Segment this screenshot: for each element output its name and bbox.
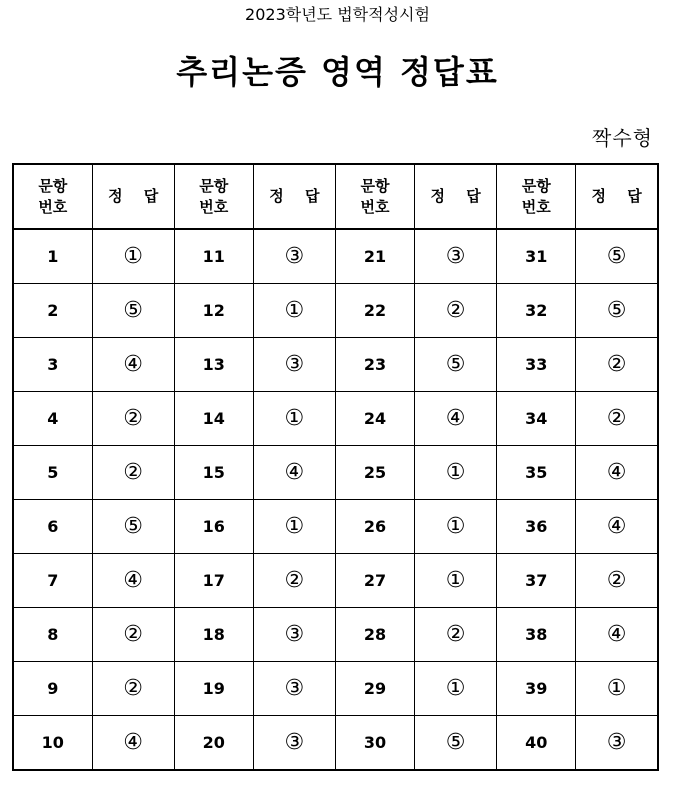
- question-number: 9: [13, 662, 92, 716]
- question-number: 38: [497, 608, 576, 662]
- question-number: 36: [497, 500, 576, 554]
- answer-choice: ①: [415, 662, 497, 716]
- answer-choice: ③: [415, 229, 497, 284]
- header-row: [13, 164, 658, 229]
- question-number: 16: [174, 500, 253, 554]
- question-number: 23: [335, 338, 414, 392]
- header-answer: [576, 164, 658, 229]
- header-answer: [253, 164, 335, 229]
- answer-choice: ②: [253, 554, 335, 608]
- answer-choice: ②: [576, 392, 658, 446]
- header-question-line2: 번호: [360, 197, 390, 216]
- answer-choice: ②: [92, 392, 174, 446]
- question-number: 26: [335, 500, 414, 554]
- answer-choice: ④: [92, 554, 174, 608]
- header-answer-label: 정 답: [430, 187, 489, 205]
- answer-choice: ②: [92, 662, 174, 716]
- table-row: [13, 662, 658, 716]
- answer-choice: ①: [92, 229, 174, 284]
- question-number: 29: [335, 662, 414, 716]
- question-number: 5: [13, 446, 92, 500]
- table-row: [13, 608, 658, 662]
- answer-choice: ③: [253, 608, 335, 662]
- question-number: 6: [13, 500, 92, 554]
- table-row: [13, 500, 658, 554]
- header-answer: [415, 164, 497, 229]
- question-number: 10: [13, 716, 92, 771]
- answer-choice: ③: [253, 662, 335, 716]
- question-number: 21: [335, 229, 414, 284]
- answer-choice: ①: [415, 554, 497, 608]
- header-answer-label: 정 답: [269, 187, 328, 205]
- answer-choice: ④: [576, 608, 658, 662]
- question-number: 27: [335, 554, 414, 608]
- answer-choice: ⑤: [576, 284, 658, 338]
- page-title: 추리논증 영역 정답표: [176, 53, 499, 91]
- question-number: 35: [497, 446, 576, 500]
- answer-key-table: [12, 163, 659, 771]
- answer-choice: ③: [576, 716, 658, 771]
- header-question-line2: 번호: [199, 197, 229, 216]
- question-number: 11: [174, 229, 253, 284]
- answer-choice: ①: [415, 446, 497, 500]
- header-question-number: [13, 164, 92, 229]
- answer-choice: ①: [576, 662, 658, 716]
- header-question-line2: 번호: [521, 197, 551, 216]
- answer-choice: ⑤: [415, 338, 497, 392]
- question-number: 19: [174, 662, 253, 716]
- question-number: 33: [497, 338, 576, 392]
- table-row: [13, 338, 658, 392]
- answer-choice: ②: [576, 338, 658, 392]
- question-number: 1: [13, 229, 92, 284]
- answer-choice: ②: [576, 554, 658, 608]
- answer-choice: ③: [253, 716, 335, 771]
- answer-choice: ⑤: [415, 716, 497, 771]
- header-question-number: [174, 164, 253, 229]
- question-number: 32: [497, 284, 576, 338]
- question-number: 34: [497, 392, 576, 446]
- answer-choice: ⑤: [576, 229, 658, 284]
- header-answer-label: 정 답: [591, 187, 650, 205]
- header-question-line1: 문항: [38, 176, 68, 195]
- question-number: 17: [174, 554, 253, 608]
- answer-choice: ③: [253, 338, 335, 392]
- header-answer: [92, 164, 174, 229]
- answer-choice: ④: [92, 716, 174, 771]
- question-number: 31: [497, 229, 576, 284]
- answer-choice: ②: [92, 446, 174, 500]
- table-row: [13, 716, 658, 771]
- answer-choice: ③: [253, 229, 335, 284]
- form-type-label: 짝수형: [592, 126, 653, 150]
- answer-choice: ④: [576, 446, 658, 500]
- question-number: 14: [174, 392, 253, 446]
- question-number: 22: [335, 284, 414, 338]
- question-number: 40: [497, 716, 576, 771]
- answer-choice: ⑤: [92, 284, 174, 338]
- answer-choice: ②: [415, 608, 497, 662]
- header-question-number: [497, 164, 576, 229]
- question-number: 7: [13, 554, 92, 608]
- answer-choice: ④: [253, 446, 335, 500]
- table-header: [13, 164, 658, 229]
- answer-choice: ①: [253, 284, 335, 338]
- question-number: 30: [335, 716, 414, 771]
- answer-choice: ①: [253, 392, 335, 446]
- question-number: 3: [13, 338, 92, 392]
- answer-choice: ①: [415, 500, 497, 554]
- table-row: [13, 446, 658, 500]
- exam-subtitle: 2023학년도 법학적성시험: [245, 5, 430, 24]
- answer-choice: ②: [92, 608, 174, 662]
- header-question-line1: 문항: [199, 176, 229, 195]
- question-number: 28: [335, 608, 414, 662]
- answer-choice: ②: [415, 284, 497, 338]
- question-number: 25: [335, 446, 414, 500]
- table-row: [13, 229, 658, 284]
- answer-choice: ⑤: [92, 500, 174, 554]
- table-row: [13, 392, 658, 446]
- question-number: 4: [13, 392, 92, 446]
- answer-choice: ④: [415, 392, 497, 446]
- header-question-line1: 문항: [360, 176, 390, 195]
- header-question-line1: 문항: [521, 176, 551, 195]
- answer-choice: ④: [576, 500, 658, 554]
- question-number: 8: [13, 608, 92, 662]
- question-number: 37: [497, 554, 576, 608]
- question-number: 13: [174, 338, 253, 392]
- header-answer-label: 정 답: [108, 187, 167, 205]
- question-number: 18: [174, 608, 253, 662]
- table-body: [13, 229, 658, 770]
- answer-choice: ④: [92, 338, 174, 392]
- question-number: 24: [335, 392, 414, 446]
- table-row: [13, 284, 658, 338]
- header-question-number: [335, 164, 414, 229]
- table-row: [13, 554, 658, 608]
- answer-choice: ①: [253, 500, 335, 554]
- question-number: 15: [174, 446, 253, 500]
- question-number: 39: [497, 662, 576, 716]
- question-number: 12: [174, 284, 253, 338]
- question-number: 20: [174, 716, 253, 771]
- question-number: 2: [13, 284, 92, 338]
- header-question-line2: 번호: [38, 197, 68, 216]
